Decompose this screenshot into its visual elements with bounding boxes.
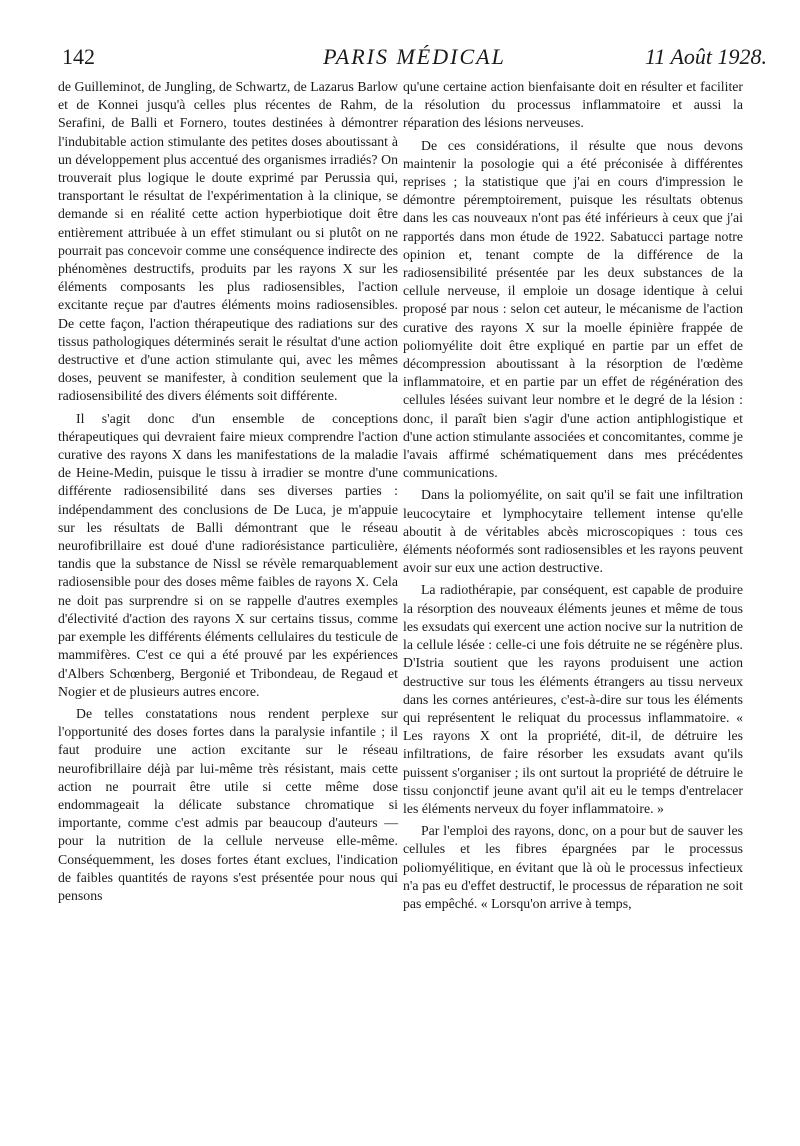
journal-title: PARIS MÉDICAL	[323, 44, 506, 69]
paragraph: qu'une certaine action bienfaisante doit en résulter et faciliter la résolution du processus inflammatoire et aussi la réparation des lésions nerveuses.	[403, 79, 743, 131]
issue-date: 11 Août 1928.	[644, 44, 767, 69]
left-column	[58, 78, 398, 909]
paragraph: de Guilleminot, de Jungling, de Schwartz, de Lazarus Barlow et de Konnei jusqu'à celles plus récentes de Rahm, de Serafini, de Balli et Fornero, toutes destinées à démontrer l'indubitable action stimulante des petites doses aboutissant à un développement plus accentué des organismes irradiés? On trouverait plus logique le doute exprimé par Perussia qui, transportant le résultat de l'expérimentation à la clinique, se demande si en réalité cette action hyperbiotique doit être entièrement attribuée à un effet stimulant ou si plutôt on ne pourrait pas concevoir comme une conséquence indirecte des phénomènes destructifs, produits par les rayons X sur les éléments composants les plus radiosensibles, l'action excitante reçue par d'autres éléments moins radiosensibles. De cette façon, l'action thérapeutique des radiations sur des tissus pathologiques déterminés serait le résultat d'une action destructive et d'une action stimulante qui, avec les mêmes doses, peuvent se manifester, à condition seulement que la radiosensibilité des divers éléments soit différente.	[58, 79, 398, 404]
right-column	[403, 78, 743, 917]
paragraph: De telles constatations nous rendent perplexe sur l'opportunité des doses fortes dans la paralysie infantile ; il faut produire une action excitante sur le réseau neurofibrillaire déjà par lui-même très résistant, mais cette action ne pourrait être utile si cette même dose endommageait la délicate substance chromatique si importante, comme c'est admis par beaucoup d'auteurs — pour la nutrition de la cellule nerveuse elle-même. Conséquemment, les doses fortes étant exclues, l'indication de faibles quantités de rayons s'est présentée pour nous qui pensons	[58, 705, 398, 903]
paragraph: De ces considérations, il résulte que nous devons maintenir la posologie qui a été préconisée à différentes reprises ; la statistique que j'ai en cours d'impression le démontre péremptoirement, puisque les résultats obtenus dans les cas nouveaux n'ont pas été inférieurs à ceux que j'ai rapportés dans mon étude de 1922. Sabatucci partage notre opinion et, tenant compte de la différence de la radiosensibilité présentée par les deux substances de la cellule nerveuse, il emploie un dosage identique à celui proposé par nous : selon cet auteur, le mécanisme de l'action curative des rayons X sur la moelle épinière frappée de poliomyélite doit être expliqué en partie par un effet de décompression aboutissant à la résorption de l'œdème inflammatoire, et en partie par un effet de régénération des cellules lésées suivant leur nombre et le degré de la lésion : donc, il paraît bien s'agir d'une action antiphlogistique et d'une action stimulante associées et concomitantes, comme je l'avais affirmé schématiquement dans mes précédentes communications.	[403, 137, 743, 481]
paragraph: Il s'agit donc d'un ensemble de conceptions thérapeutiques qui devraient faire mieux comprendre l'action curative des rayons X dans les manifestations de la maladie de Heine-Medin, puisque le tissu à irradier se montre d'une différente radiosensibilité dans ses diverses parties : indépendamment des conclusions de De Luca, je m'appuie sur les résultats de Balli démontrant que le réseau neurofibrillaire est doué d'une radiorésistance particulière, tandis que la substance de Nissl se révèle remarquablement radiosensible pour des doses même faibles de rayons X. Cela ne doit pas surprendre si on se rappelle d'autres exemples d'électivité d'action des rayons X sur certains tissus, comme par exemple les différents éléments cellulaires du testicule de mammifères. C'est ce qui a été prouvé par les expériences d'Albers Schœnberg, Bergonié et Tribondeau, de Regaud et Nogier et de plusieurs autres encore.	[58, 410, 398, 699]
paragraph: Par l'emploi des rayons, donc, on a pour but de sauver les cellules et les fibres épargnées par le processus poliomyélitique, en évitant que là où le processus infectieux n'a pas eu d'effet destructif, le processus de réparation ne soit pas empêché. « Lorsqu'on arrive à temps,	[403, 823, 743, 911]
page-number: 142	[62, 44, 95, 69]
paragraph: La radiothérapie, par conséquent, est capable de produire la résorption des nouveaux éléments jeunes et même de tous les exsudats qui exercent une action nocive sur la nutrition de la cellule lésée : celle-ci une fois détruite ne se régénère plus. D'Istria soutient que les rayons produisent une action destructive sur tous les éléments étrangers au tissu nerveux dans les cornes antérieures, c'est-à-dire sur tous les éléments qui représentent le reliquat du processus inflammatoire. « Les rayons X ont la propriété, dit-il, de détruire les infiltrations, de faire résorber les exsudats avant qu'ils puissent s'organiser ; ils ont surtout la propriété de détruire le tissu conjonctif jeune avant qu'il ait eu le temps d'entrelacer les éléments nerveux du foyer inflammatoire. »	[403, 582, 743, 816]
page-header	[62, 44, 767, 72]
paragraph: Dans la poliomyélite, on sait qu'il se fait une infiltration leucocytaire et lymphocytaire tellement intense qu'elle aboutit à de véritables abcès microscopiques : tous ces éléments néoformés sont radiosensibles et les rayons peuvent avoir sur eux une action destructive.	[403, 487, 743, 576]
